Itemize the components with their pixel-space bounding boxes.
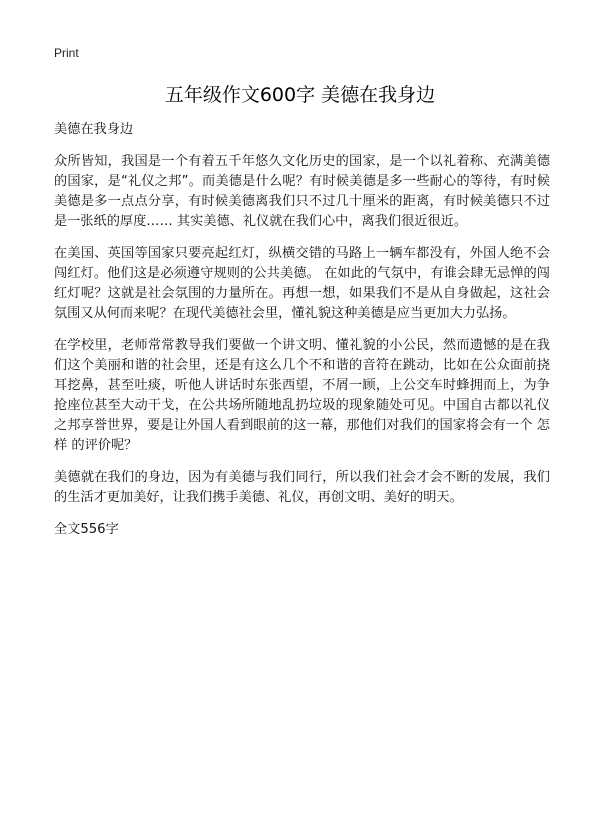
- article-paragraph-2: 在美国、英国等国家只要亮起红灯，纵横交错的马路上一辆车都没有，外国人绝不会闯红灯。他们这是必须遵守规则的公共美德。 在如此的气氛中，有谁会肆无忌惮的闯红灯呢？这就是社会氛围的力量所在。再想一想，如果我们不是从自身做起，这社会氛围又从何而来呢？在现代美德社会里，懂礼貌这种美德是应当更加大力弘扬。: [54, 246, 550, 321]
- print-link[interactable]: Print: [54, 46, 79, 60]
- word-count: 全文556字: [54, 522, 119, 537]
- document-title: 五年级作文600字 美德在我身边: [164, 84, 436, 106]
- article-body: [54, 120, 550, 540]
- article-subtitle: 美德在我身边: [54, 122, 134, 137]
- article-paragraph-4: 美德就在我们的身边，因为有美德与我们同行，所以我们社会才会不断的发展，我们的生活才更加美好，让我们携手美德、礼仪，再创文明、美好的明天。: [54, 470, 550, 505]
- article-paragraph-1: 众所皆知，我国是一个有着五千年悠久文化历史的国家，是一个以礼着称、充满美德的国家，是“礼仪之邦”。而美德是什么呢？有时候美德是多一些耐心的等待，有时候美德是多一点点分享，有时候美德离我们只不过几十厘米的距离，有时候美德只不过是一张纸的厚度…… 其实美德、礼仪就在我们心中，离我们很近很近。: [54, 154, 550, 229]
- article-paragraph-3: 在学校里，老师常常教导我们要做一个讲文明、懂礼貌的小公民，然而遗憾的是在我们这个美丽和谐的社会里，还是有这么几个不和谐的音符在跳动，比如在公众面前挠耳挖鼻，甚至吐痰，听他人讲话时东张西望，不屑一顾，上公交车时蜂拥而上，为争抢座位甚至大动干戈，在公共场所随地乱扔垃圾的现象随处可见。中国自古都以礼仪之邦享誉世界，要是让外国人看到眼前的这一幕，那他们对我们的国家将会有一个 怎样 的评价呢？: [54, 338, 550, 453]
